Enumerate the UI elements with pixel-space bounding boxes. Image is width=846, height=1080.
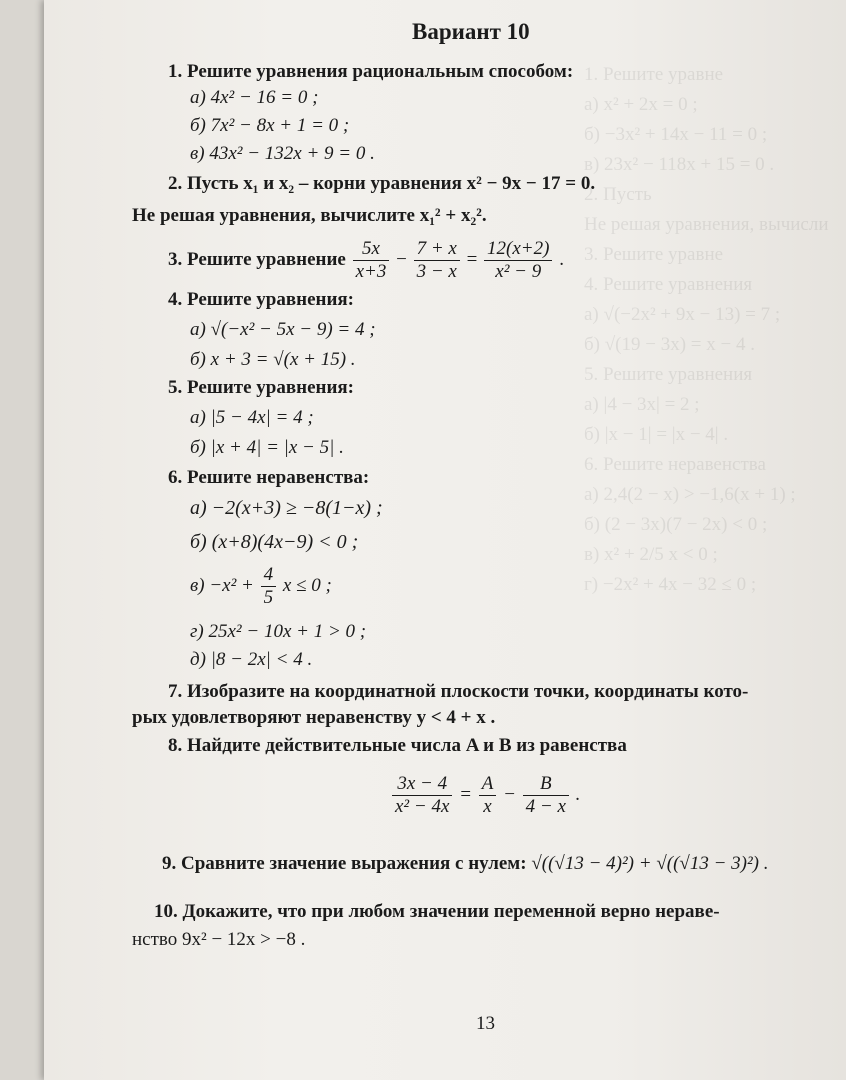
task-10-line2: нство 9x² − 12x > −8 . xyxy=(132,929,306,950)
task-3-fraction-3: $\frac{12(x+2)}{\text{x² − 9}}$ xyxy=(484,238,552,283)
task-8-heading: 8. Найдите действительные числа A и B из равенства xyxy=(168,735,627,756)
task-8-fraction-2: $\frac{A}{x}$ xyxy=(479,773,497,818)
task-1-heading: 1. Решите уравнения рациональным способом: xyxy=(168,61,574,82)
task-6b: б) (x+8)(4x−9) < 0 ; xyxy=(190,531,359,553)
task-3: 3. Решите уравнение $\frac{5x}{x+3}$ − $\frac{7 + x}{3 - x}$ = $\frac{12(x+2)}{\text{x² − 9}}$ . xyxy=(168,238,564,283)
task-1b: б) 7x² − 8x + 1 = 0 ; xyxy=(190,115,350,136)
task-1c: в) 43x² − 132x + 9 = 0 . xyxy=(190,143,375,164)
task-6c-fraction: $\frac{4}{5}$ xyxy=(261,564,277,609)
task-8-fraction-3: $\frac{B}{4 - x}$ xyxy=(523,773,569,818)
task-4a: а) √(−x² − 5x − 9) = 4 ; xyxy=(190,319,376,340)
page-number: 13 xyxy=(476,1013,495,1034)
task-6c: в) −x² + $\frac{4}{5}$ x ≤ 0 ; xyxy=(190,564,332,609)
task-4b: б) x + 3 = √(x + 15) . xyxy=(190,349,356,370)
task-8-fraction-1: $\frac{3x - 4}{\text{x² − 4x}}$ xyxy=(392,773,452,818)
task-9-expression: √((√13 − 4)²) + √((√13 − 3)²) . xyxy=(531,853,769,874)
task-1a: а) 4x² − 16 = 0 ; xyxy=(190,87,319,108)
task-8-equation: $\frac{3x - 4}{\text{x² − 4x}}$ = $\frac{A}{x}$ − $\frac{B}{4 - x}$ . xyxy=(390,768,580,822)
task-9-heading: 9. Сравните значение выражения с нулем: xyxy=(162,853,527,874)
task-6d: г) 25x² − 10x + 1 > 0 ; xyxy=(190,621,367,642)
task-5b: б) |x + 4| = |x − 5| . xyxy=(190,437,344,458)
task-6-heading: 6. Решите неравенства: xyxy=(168,467,370,488)
task-7-line1: 7. Изобразите на координатной плоскости точки, координаты кото- xyxy=(168,681,749,702)
task-7-line2: рых удовлетворяют неравенству y < 4 + x . xyxy=(132,707,496,728)
task-6e: д) |8 − 2x| < 4 . xyxy=(190,649,313,670)
task-2-line1: 2. Пусть x₁ и x₂ – корни уравнения x² − 9x − 17 = 0. xyxy=(168,173,596,194)
task-9 xyxy=(162,852,769,876)
task-3-heading: 3. Решите уравнение xyxy=(168,249,346,270)
bleed-through-text: 1. Решите уравне а) x² + 2x = 0 ; б) −3x² + 14x − 11 = 0 ; в) 23x² − 118x + 15 = 0 . 2. Пусть Не решая уравнения, вычисли 3. Решите уравне 4. Решите уравнения а) √(−2x² + 9x − 13) = 7 ; б) √(19 − 3x) = x − 4 . 5. Решите уравнения а) |4 − 3x| = 2 ; б) |x − 1| = |x − 4| . 6. Решите неравенства а) 2,4(2 − x) > −1,6(x + 1) ; б) (2 − 3x)(7 − 2x) < 0 ; в) x² + 2/5 x < 0 ; г) −2x² + 4x − 32 ≤ 0 ; xyxy=(584,64,829,595)
task-3-fraction-2: $\frac{7 + x}{3 - x}$ xyxy=(414,238,460,283)
task-3-fraction-1: $\frac{5x}{x+3}$ xyxy=(353,238,390,283)
task-5a: а) |5 − 4x| = 4 ; xyxy=(190,407,314,428)
task-5-heading: 5. Решите уравнения: xyxy=(168,377,355,398)
page-title: Вариант 10 xyxy=(412,19,530,44)
task-4-heading: 4. Решите уравнения: xyxy=(168,289,355,310)
task-2-line2: Не решая уравнения, вычислите x₁² + x₂². xyxy=(132,205,487,226)
task-10-line1: 10. Докажите, что при любом значении переменной верно нераве- xyxy=(154,901,720,922)
task-6a: а) −2(x+3) ≥ −8(1−x) ; xyxy=(190,497,383,519)
